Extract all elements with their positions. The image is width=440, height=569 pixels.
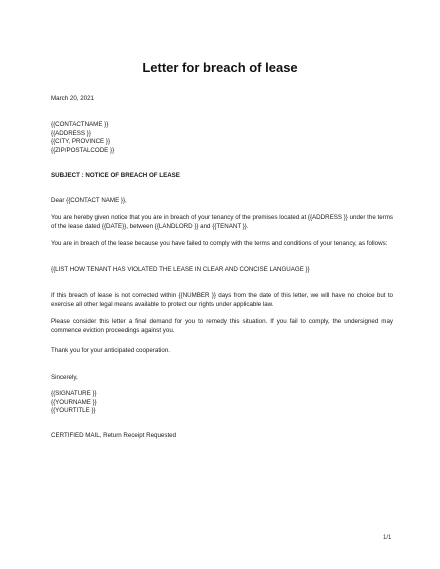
letter-date: March 20, 2021 bbox=[51, 95, 94, 102]
your-name-placeholder: {{YOURNAME }} bbox=[51, 398, 97, 406]
recipient-city-province: {{CITY, PROVINCE }} bbox=[51, 138, 111, 145]
recipient-contact-name: {{CONTACTNAME }} bbox=[51, 121, 109, 128]
subject-line: SUBJECT : NOTICE OF BREACH OF LEASE bbox=[51, 172, 180, 179]
your-title-placeholder: {{YOURTITLE }} bbox=[51, 407, 96, 414]
signature-placeholder: {{SIGNATURE }} bbox=[51, 390, 97, 397]
paragraph-correction-deadline: If this breach of lease is not corrected within {{NUMBER }} days from the date of this letter, we will have no choice but to exercise all other legal means available to protect our rights under applicable law. bbox=[51, 292, 393, 308]
paragraph-notice: You are hereby given notice that you are in breach of your tenancy of the premises located at {{ADDRESS }} under the terms of the lease dated {{DATE}}, between {{LANDLORD }} and {{TENANT }}. bbox=[51, 214, 393, 230]
page-number: 1/1 bbox=[383, 535, 392, 541]
paragraph-thanks: Thank you for your anticipated cooperation. bbox=[51, 347, 171, 354]
salutation: Dear {{CONTACT NAME }}, bbox=[51, 197, 127, 204]
recipient-zip: {{ZIP/POSTALCODE }} bbox=[51, 146, 115, 154]
paragraph-final-demand: Please consider this letter a final demand for you to remedy this situation. If you fail to comply, the undersigned may commence eviction proceedings against you. bbox=[51, 318, 393, 334]
certified-mail-note: CERTIFIED MAIL, Return Receipt Requested bbox=[51, 432, 177, 439]
letter-title: Letter for breach of lease bbox=[142, 60, 298, 75]
paragraph-violation-list: {{LIST HOW TENANT HAS VIOLATED THE LEASE IN CLEAR AND CONCISE LANGUAGE }} bbox=[51, 266, 310, 273]
paragraph-breach-reason: You are in breach of the lease because you have failed to comply with the terms and conditions of your tenancy, as follows: bbox=[51, 240, 388, 247]
closing: Sincerely, bbox=[51, 374, 78, 381]
recipient-address: {{ADDRESS }} bbox=[51, 129, 91, 137]
